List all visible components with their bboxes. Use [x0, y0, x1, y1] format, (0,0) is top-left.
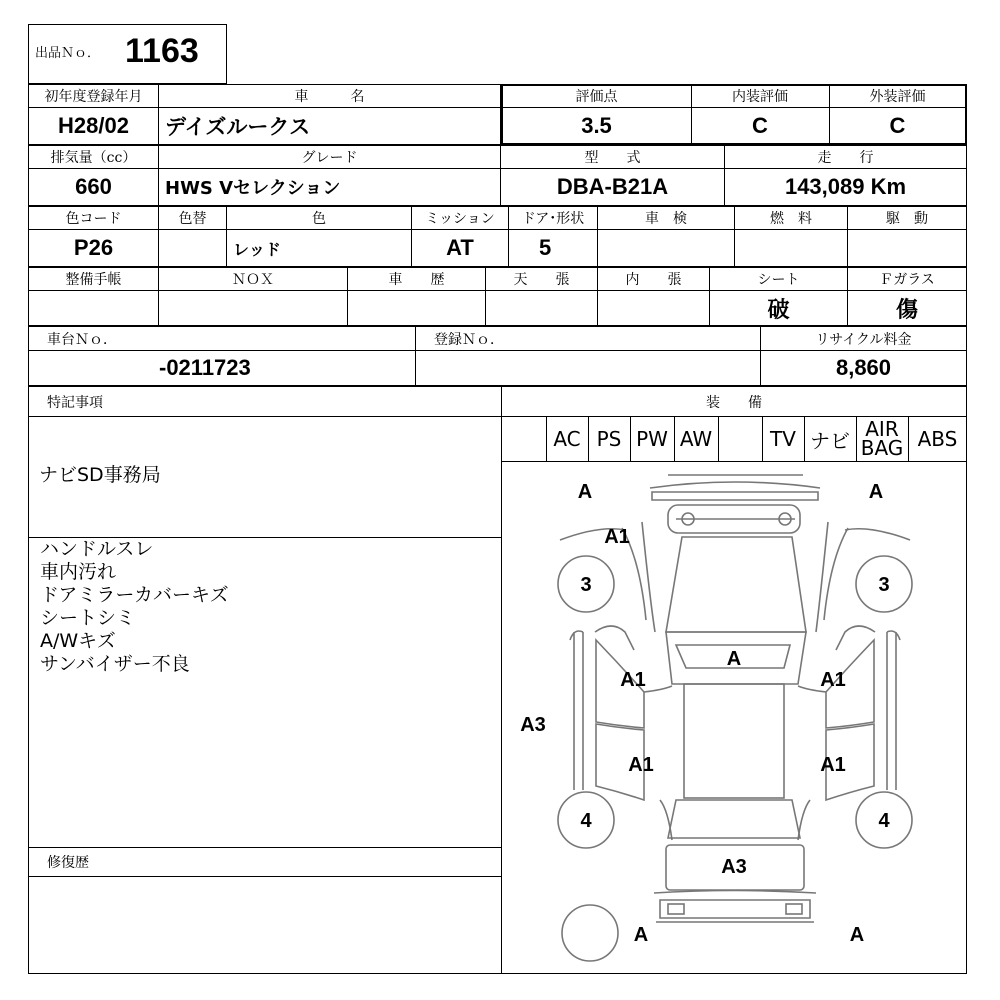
grade-label: グレード [301, 150, 358, 166]
fuel-value-cell [734, 229, 848, 267]
seat-label-cell [709, 267, 848, 291]
recycle-fee-label: リサイクル料金 [815, 331, 912, 348]
color-label-cell [226, 206, 412, 230]
mark-rear-door-left: A1 [628, 754, 654, 776]
equipment-item [718, 416, 763, 462]
seat-value: 破 [767, 297, 790, 323]
front-glass-value-cell [847, 290, 967, 326]
first-registration-label-cell [28, 84, 159, 108]
transmission-value: AT [446, 235, 474, 260]
color-code-value: P26 [73, 235, 114, 260]
inspection-label: 車 検 [645, 211, 687, 227]
front-glass-label: Ｆガラス [879, 272, 935, 288]
seat-label: シート [757, 272, 800, 288]
first-registration-value: H28/02 [58, 113, 129, 138]
color-change-value-cell [158, 229, 227, 267]
chassis-value-cell [28, 350, 416, 386]
chassis-label-cell [28, 326, 416, 351]
drive-label: 駆 動 [886, 211, 928, 227]
fuel-value [735, 230, 847, 266]
equipment-item: TV [762, 416, 805, 462]
registration-value [416, 351, 760, 385]
door-value: 5 [539, 235, 552, 260]
registration-label: 登録Ｎｏ． [434, 331, 504, 348]
drive-value [848, 230, 966, 266]
fuel-label: 燃 料 [770, 211, 812, 227]
remark-line: サンバイザー不良 [40, 653, 190, 675]
mark-front-door-left: A1 [620, 669, 646, 691]
roof-lining-value-cell [485, 290, 598, 326]
transmission-label-cell [411, 206, 509, 230]
remark-line: シートシミ [40, 607, 136, 629]
maintenance-value-cell [28, 290, 159, 326]
interior-lining-label: 内 張 [625, 272, 682, 288]
inspection-value [598, 230, 734, 266]
model-label-cell [500, 145, 725, 169]
exterior-rating-label: 外装評価 [869, 89, 926, 105]
mark-tire-front-right: 3 [878, 574, 890, 596]
model-value-cell [500, 168, 725, 206]
score-value-cell [502, 107, 692, 144]
color-code-label: 色コード [65, 211, 122, 227]
equipment-item: AW [674, 416, 719, 462]
lot-number-value: 1163 [125, 31, 199, 70]
mark-rear-door-right: A1 [820, 754, 846, 776]
car-name-value: デイズルークス [165, 116, 311, 139]
interior-rating-label: 内装評価 [732, 89, 788, 105]
nox-label: ＮＯＸ [232, 272, 274, 288]
mark-front-door-right: A1 [820, 669, 846, 691]
model-label: 型 式 [584, 150, 641, 166]
displacement-value: 660 [75, 174, 112, 199]
remark-line: 車内汚れ [40, 561, 117, 583]
color-code-label-cell [28, 206, 159, 230]
equipment-item: ナビ [804, 416, 857, 462]
color-code-value-cell [28, 229, 159, 267]
color-change-label-cell [158, 206, 227, 230]
roof-lining-label: 天 張 [513, 272, 570, 288]
grade-value-cell [158, 168, 501, 206]
registration-label-cell [415, 326, 761, 351]
color-change-label: 色替 [178, 211, 207, 227]
repair-history-label-cell [28, 847, 502, 877]
mileage-label: 走 行 [817, 150, 874, 166]
registration-value-cell [415, 350, 761, 386]
seat-value-cell [709, 290, 848, 326]
door-label-cell [508, 206, 598, 230]
remarks-top-text: ナビSD事務局 [39, 464, 161, 486]
drive-value-cell [847, 229, 967, 267]
displacement-value-cell [28, 168, 159, 206]
lot-number-label: 出品Ｎｏ． [35, 45, 101, 61]
interior-lining-label-cell [597, 267, 710, 291]
interior-rating-value: C [752, 112, 768, 138]
interior-lining-value-cell [597, 290, 710, 326]
mark-roof: A [726, 648, 742, 670]
grade-label-cell [158, 145, 501, 169]
vehicle-history-value-cell [347, 290, 486, 326]
equipment-label-cell [501, 386, 967, 417]
mark-rear-left-corner: A [633, 924, 649, 946]
inspection-label-cell [597, 206, 735, 230]
car-name-label-cell [158, 84, 501, 108]
repair-history-value-cell [28, 876, 502, 974]
score-label: 評価点 [575, 89, 618, 105]
front-glass-value: 傷 [895, 297, 918, 323]
displacement-label-cell [28, 145, 159, 169]
interior-rating-value-cell [691, 107, 830, 144]
inspection-value-cell [597, 229, 735, 267]
remarks-top-box [28, 416, 502, 538]
model-value: DBA-B21A [556, 174, 669, 199]
equipment-item: AC [546, 416, 589, 462]
car-name-label: 車 名 [294, 89, 365, 105]
first-registration-value-cell [28, 107, 159, 145]
transmission-value-cell [411, 229, 509, 267]
color-label: 色 [312, 211, 326, 227]
equipment-item: PS [588, 416, 631, 462]
remark-line: ハンドルスレ [40, 538, 154, 560]
score-label-cell [502, 85, 692, 108]
maintenance-label-cell [28, 267, 159, 291]
chassis-value: -0211723 [159, 355, 251, 380]
mark-rear-right-corner: A [849, 924, 865, 946]
mark-tire-front-left: 3 [580, 574, 592, 596]
drive-label-cell [847, 206, 967, 230]
color-value-cell [226, 229, 412, 267]
interior-rating-label-cell [691, 85, 830, 108]
equipment-label: 装 備 [706, 394, 762, 411]
repair-history-label: 修復歴 [47, 855, 89, 871]
car-name-value-cell [158, 107, 501, 145]
nox-value-cell [158, 290, 348, 326]
diagram-box [501, 461, 967, 974]
first-registration-label: 初年度登録年月 [44, 89, 143, 105]
front-glass-label-cell [847, 267, 967, 291]
mileage-label-cell [724, 145, 967, 169]
mileage-value: 143,089 Km [784, 174, 907, 199]
color-change-value [159, 230, 226, 266]
recycle-fee-label-cell [760, 326, 967, 351]
door-value-cell [508, 229, 598, 267]
color-value: レッド [233, 239, 281, 259]
exterior-rating-value: C [889, 112, 906, 138]
remark-line: ドアミラーカバーキズ [40, 584, 229, 606]
recycle-fee-value: 8,860 [835, 355, 892, 380]
mileage-value-cell [724, 168, 967, 206]
equipment-item: AIR BAG [856, 416, 909, 462]
maintenance-label: 整備手帳 [65, 272, 122, 288]
mark-tire-rear-right: 4 [878, 810, 890, 832]
roof-lining-label-cell [485, 267, 598, 291]
mark-front-right-corner: A [868, 481, 884, 503]
equipment-item: PW [630, 416, 675, 462]
lot-number-box [28, 24, 227, 84]
mark-hood-left: A1 [604, 526, 630, 548]
mark-tire-rear-left: 4 [580, 810, 592, 832]
recycle-fee-value-cell [760, 350, 967, 386]
nox-label-cell [158, 267, 348, 291]
remarks-label: 特記事項 [47, 394, 103, 411]
chassis-label: 車台Ｎｏ． [47, 331, 117, 348]
mark-left-side: A3 [520, 714, 546, 736]
displacement-label: 排気量（cc） [50, 150, 137, 166]
transmission-label: ミッション [425, 211, 495, 227]
fuel-label-cell [734, 206, 848, 230]
vehicle-history-label: 車 歴 [388, 272, 445, 288]
score-value: 3.5 [581, 112, 612, 138]
door-label: ドア･形状 [521, 211, 585, 227]
remark-line: A/Wキズ [40, 630, 116, 652]
mark-front-left-corner: A [577, 481, 593, 503]
mark-rear-gate: A3 [721, 856, 747, 878]
equipment-item [501, 416, 547, 462]
grade-value: HWS Vセレクション [165, 178, 341, 199]
exterior-rating-label-cell [829, 85, 966, 108]
equipment-item: ABS [917, 427, 958, 451]
remarks-label-cell [28, 386, 502, 417]
vehicle-history-label-cell [347, 267, 486, 291]
